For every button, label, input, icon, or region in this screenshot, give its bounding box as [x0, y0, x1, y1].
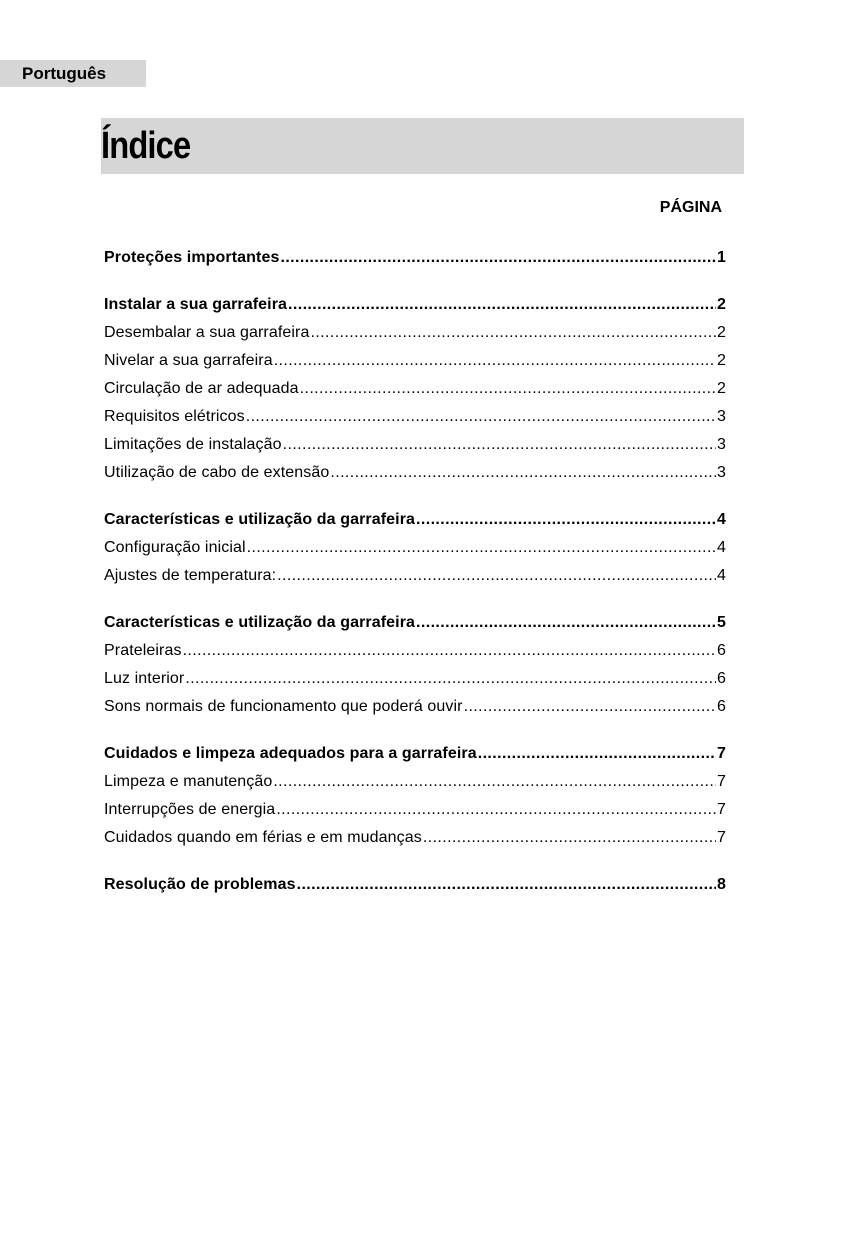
toc-entry-page-number: 4 [717, 511, 726, 528]
toc-entry-page-number: 7 [717, 773, 726, 790]
language-tab: Português [0, 60, 146, 87]
toc-entry-label: Limpeza e manutenção [104, 773, 273, 790]
toc-entry-page-number: 7 [717, 745, 726, 762]
toc-entry-page-number: 2 [717, 296, 726, 313]
toc-section [104, 740, 726, 852]
toc-entry-label: Instalar a sua garrafeira [104, 296, 288, 313]
dot-leader [247, 534, 716, 562]
toc-entry-label: Cuidados e limpeza adequados para a garrafeira [104, 745, 477, 762]
dot-leader [330, 459, 716, 487]
dot-leader [423, 824, 716, 852]
toc-entry-page-number: 3 [717, 408, 726, 425]
dot-leader [416, 506, 716, 534]
toc-entry[interactable] [104, 459, 726, 487]
table-of-contents [104, 244, 726, 918]
toc-entry[interactable] [104, 693, 726, 721]
toc-entry-label: Nivelar a sua garrafeira [104, 352, 273, 369]
toc-entry-label: Características e utilização da garrafeira [104, 511, 416, 528]
toc-heading-entry[interactable] [104, 291, 726, 319]
toc-heading-entry[interactable] [104, 609, 726, 637]
dot-leader [183, 637, 716, 665]
toc-entry-label: Ajustes de temperatura: [104, 567, 277, 584]
toc-entry-page-number: 7 [717, 801, 726, 818]
toc-entry-label: Prateleiras [104, 642, 182, 659]
toc-section [104, 291, 726, 487]
dot-leader [464, 693, 716, 721]
toc-heading-entry[interactable] [104, 871, 726, 899]
toc-entry[interactable] [104, 347, 726, 375]
toc-entry-page-number: 2 [717, 352, 726, 369]
dot-leader [310, 319, 716, 347]
toc-entry-page-number: 3 [717, 436, 726, 453]
dot-leader [288, 291, 716, 319]
dot-leader [185, 665, 716, 693]
title-bar [101, 118, 744, 174]
toc-entry[interactable] [104, 796, 726, 824]
toc-entry[interactable] [104, 768, 726, 796]
page-column-header: PÁGINA [659, 199, 722, 216]
dot-leader [300, 375, 716, 403]
toc-entry-page-number: 8 [717, 876, 726, 893]
dot-leader [280, 244, 716, 272]
toc-section [104, 609, 726, 721]
toc-entry-label: Interrupções de energia [104, 801, 276, 818]
toc-entry-page-number: 2 [717, 380, 726, 397]
toc-entry-page-number: 5 [717, 614, 726, 631]
toc-entry[interactable] [104, 375, 726, 403]
dot-leader [283, 431, 716, 459]
toc-entry-page-number: 2 [717, 324, 726, 341]
toc-entry-label: Desembalar a sua garrafeira [104, 324, 310, 341]
toc-entry[interactable] [104, 637, 726, 665]
toc-entry-label: Circulação de ar adequada [104, 380, 299, 397]
toc-entry[interactable] [104, 824, 726, 852]
toc-entry-page-number: 6 [717, 670, 726, 687]
toc-entry-page-number: 4 [717, 539, 726, 556]
toc-heading-entry[interactable] [104, 740, 726, 768]
toc-section [104, 506, 726, 590]
toc-entry-label: Luz interior [104, 670, 185, 687]
dot-leader [276, 796, 716, 824]
toc-entry[interactable] [104, 431, 726, 459]
toc-entry-page-number: 1 [717, 249, 726, 266]
toc-entry-page-number: 6 [717, 698, 726, 715]
toc-entry-page-number: 3 [717, 464, 726, 481]
toc-entry-page-number: 4 [717, 567, 726, 584]
toc-heading-entry[interactable] [104, 506, 726, 534]
dot-leader [246, 403, 716, 431]
toc-entry[interactable] [104, 665, 726, 693]
dot-leader [277, 562, 716, 590]
toc-entry[interactable] [104, 534, 726, 562]
dot-leader [478, 740, 716, 768]
toc-section [104, 871, 726, 899]
toc-entry-label: Sons normais de funcionamento que poderá ouvir [104, 698, 463, 715]
toc-entry-label: Requisitos elétricos [104, 408, 245, 425]
toc-section [104, 244, 726, 272]
dot-leader [274, 347, 716, 375]
toc-entry[interactable] [104, 319, 726, 347]
dot-leader [416, 609, 716, 637]
toc-entry-label: Características e utilização da garrafeira [104, 614, 416, 631]
toc-entry-label: Cuidados quando em férias e em mudanças [104, 829, 422, 846]
toc-entry-label: Limitações de instalação [104, 436, 282, 453]
dot-leader [297, 871, 716, 899]
toc-heading-entry[interactable] [104, 244, 726, 272]
dot-leader [273, 768, 716, 796]
toc-entry-page-number: 6 [717, 642, 726, 659]
toc-entry-page-number: 7 [717, 829, 726, 846]
toc-entry-label: Proteções importantes [104, 249, 280, 266]
toc-entry[interactable] [104, 562, 726, 590]
toc-entry-label: Resolução de problemas [104, 876, 296, 893]
toc-entry-label: Configuração inicial [104, 539, 246, 556]
page-title: Índice [101, 125, 191, 167]
toc-entry-label: Utilização de cabo de extensão [104, 464, 330, 481]
toc-entry[interactable] [104, 403, 726, 431]
